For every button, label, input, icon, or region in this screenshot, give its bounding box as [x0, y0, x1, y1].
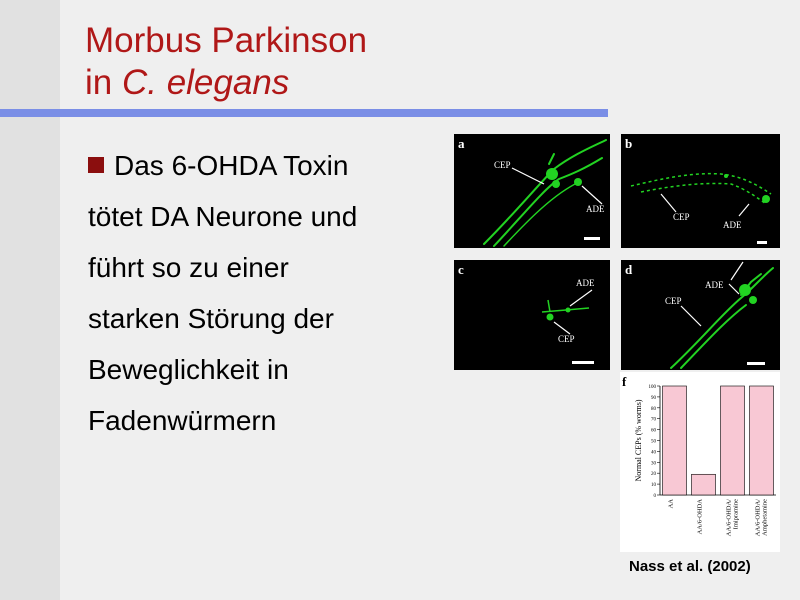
x-tick-label: AA/6-OHDA/	[725, 499, 733, 537]
annotation-ade: ADE	[705, 280, 724, 290]
slide-title	[85, 20, 367, 104]
panel-label-c: c	[458, 262, 464, 277]
y-axis-title: Normal CEPs (% worms)	[634, 399, 643, 482]
y-tick-label: 60	[651, 428, 656, 434]
y-tick-label: 90	[651, 395, 656, 401]
scale-bar	[757, 241, 767, 244]
y-tick-label: 80	[651, 406, 656, 412]
title-line-2-prefix: in	[85, 63, 122, 102]
x-tick-label: AA/6-OHDA	[696, 499, 704, 535]
bar	[750, 386, 774, 495]
x-tick-label: Amphetamine	[761, 499, 769, 536]
left-margin-strip	[0, 0, 60, 600]
bullet-line-text: Das 6-OHDA Toxin	[114, 150, 349, 181]
y-tick-label: 30	[651, 461, 656, 467]
annotation-ade: ADE	[576, 278, 595, 288]
bar-chart-svg	[620, 372, 780, 552]
scale-bar	[584, 237, 600, 240]
micrograph-panel-d	[621, 260, 780, 370]
chart-panel-label: f	[622, 374, 627, 389]
panel-label-b: b	[625, 136, 633, 151]
bullet-line: starken Störung der	[88, 303, 334, 334]
micrograph-panel-c	[454, 260, 610, 370]
annotation-ade: ADE	[723, 220, 742, 230]
bullet-line: Beweglichkeit in	[88, 354, 289, 385]
y-tick-label: 40	[651, 450, 656, 456]
title-line-2-italic: C. elegans	[121, 63, 290, 102]
scale-bar	[747, 362, 765, 365]
bar-chart-panel-f	[620, 372, 780, 552]
square-bullet-icon	[88, 157, 104, 173]
citation: Nass et al. (2002)	[629, 558, 751, 575]
y-tick-label: 0	[653, 494, 656, 499]
micrograph-panel-a	[454, 134, 610, 248]
scale-bar	[572, 361, 594, 364]
y-tick-label: 10	[651, 483, 656, 489]
panel-label-a: a	[458, 136, 465, 151]
neuron-image-c	[454, 260, 610, 370]
y-tick-label: 100	[648, 385, 656, 390]
bullet-line: führt so zu einer	[88, 252, 289, 283]
y-tick-label: 20	[651, 472, 656, 478]
neuron-image-b	[621, 134, 780, 248]
bar	[692, 474, 716, 495]
bullet-line: Fadenwürmern	[88, 405, 277, 436]
x-tick-label: AA	[667, 499, 675, 509]
annotation-cep: CEP	[673, 212, 690, 222]
annotation-ade: ADE	[586, 204, 605, 214]
annotation-cep: CEP	[494, 160, 511, 170]
x-tick-label: AA/6-OHDA/	[754, 499, 762, 537]
title-line-2	[85, 62, 367, 104]
neuron-image-d	[621, 260, 780, 370]
bullet-line: tötet DA Neurone und	[88, 201, 358, 232]
panel-label-d: d	[625, 262, 633, 277]
micrograph-panel-b	[621, 134, 780, 248]
y-tick-label: 70	[651, 417, 656, 423]
bar	[663, 386, 687, 495]
x-tick-label: Imipramine	[732, 499, 740, 530]
bar	[721, 386, 745, 495]
title-line-1: Morbus Parkinson	[85, 21, 368, 60]
title-underline-rule	[0, 109, 608, 117]
annotation-cep: CEP	[558, 334, 575, 344]
y-tick-label: 50	[651, 439, 656, 445]
annotation-cep: CEP	[665, 296, 682, 306]
neuron-image-a	[454, 134, 610, 248]
